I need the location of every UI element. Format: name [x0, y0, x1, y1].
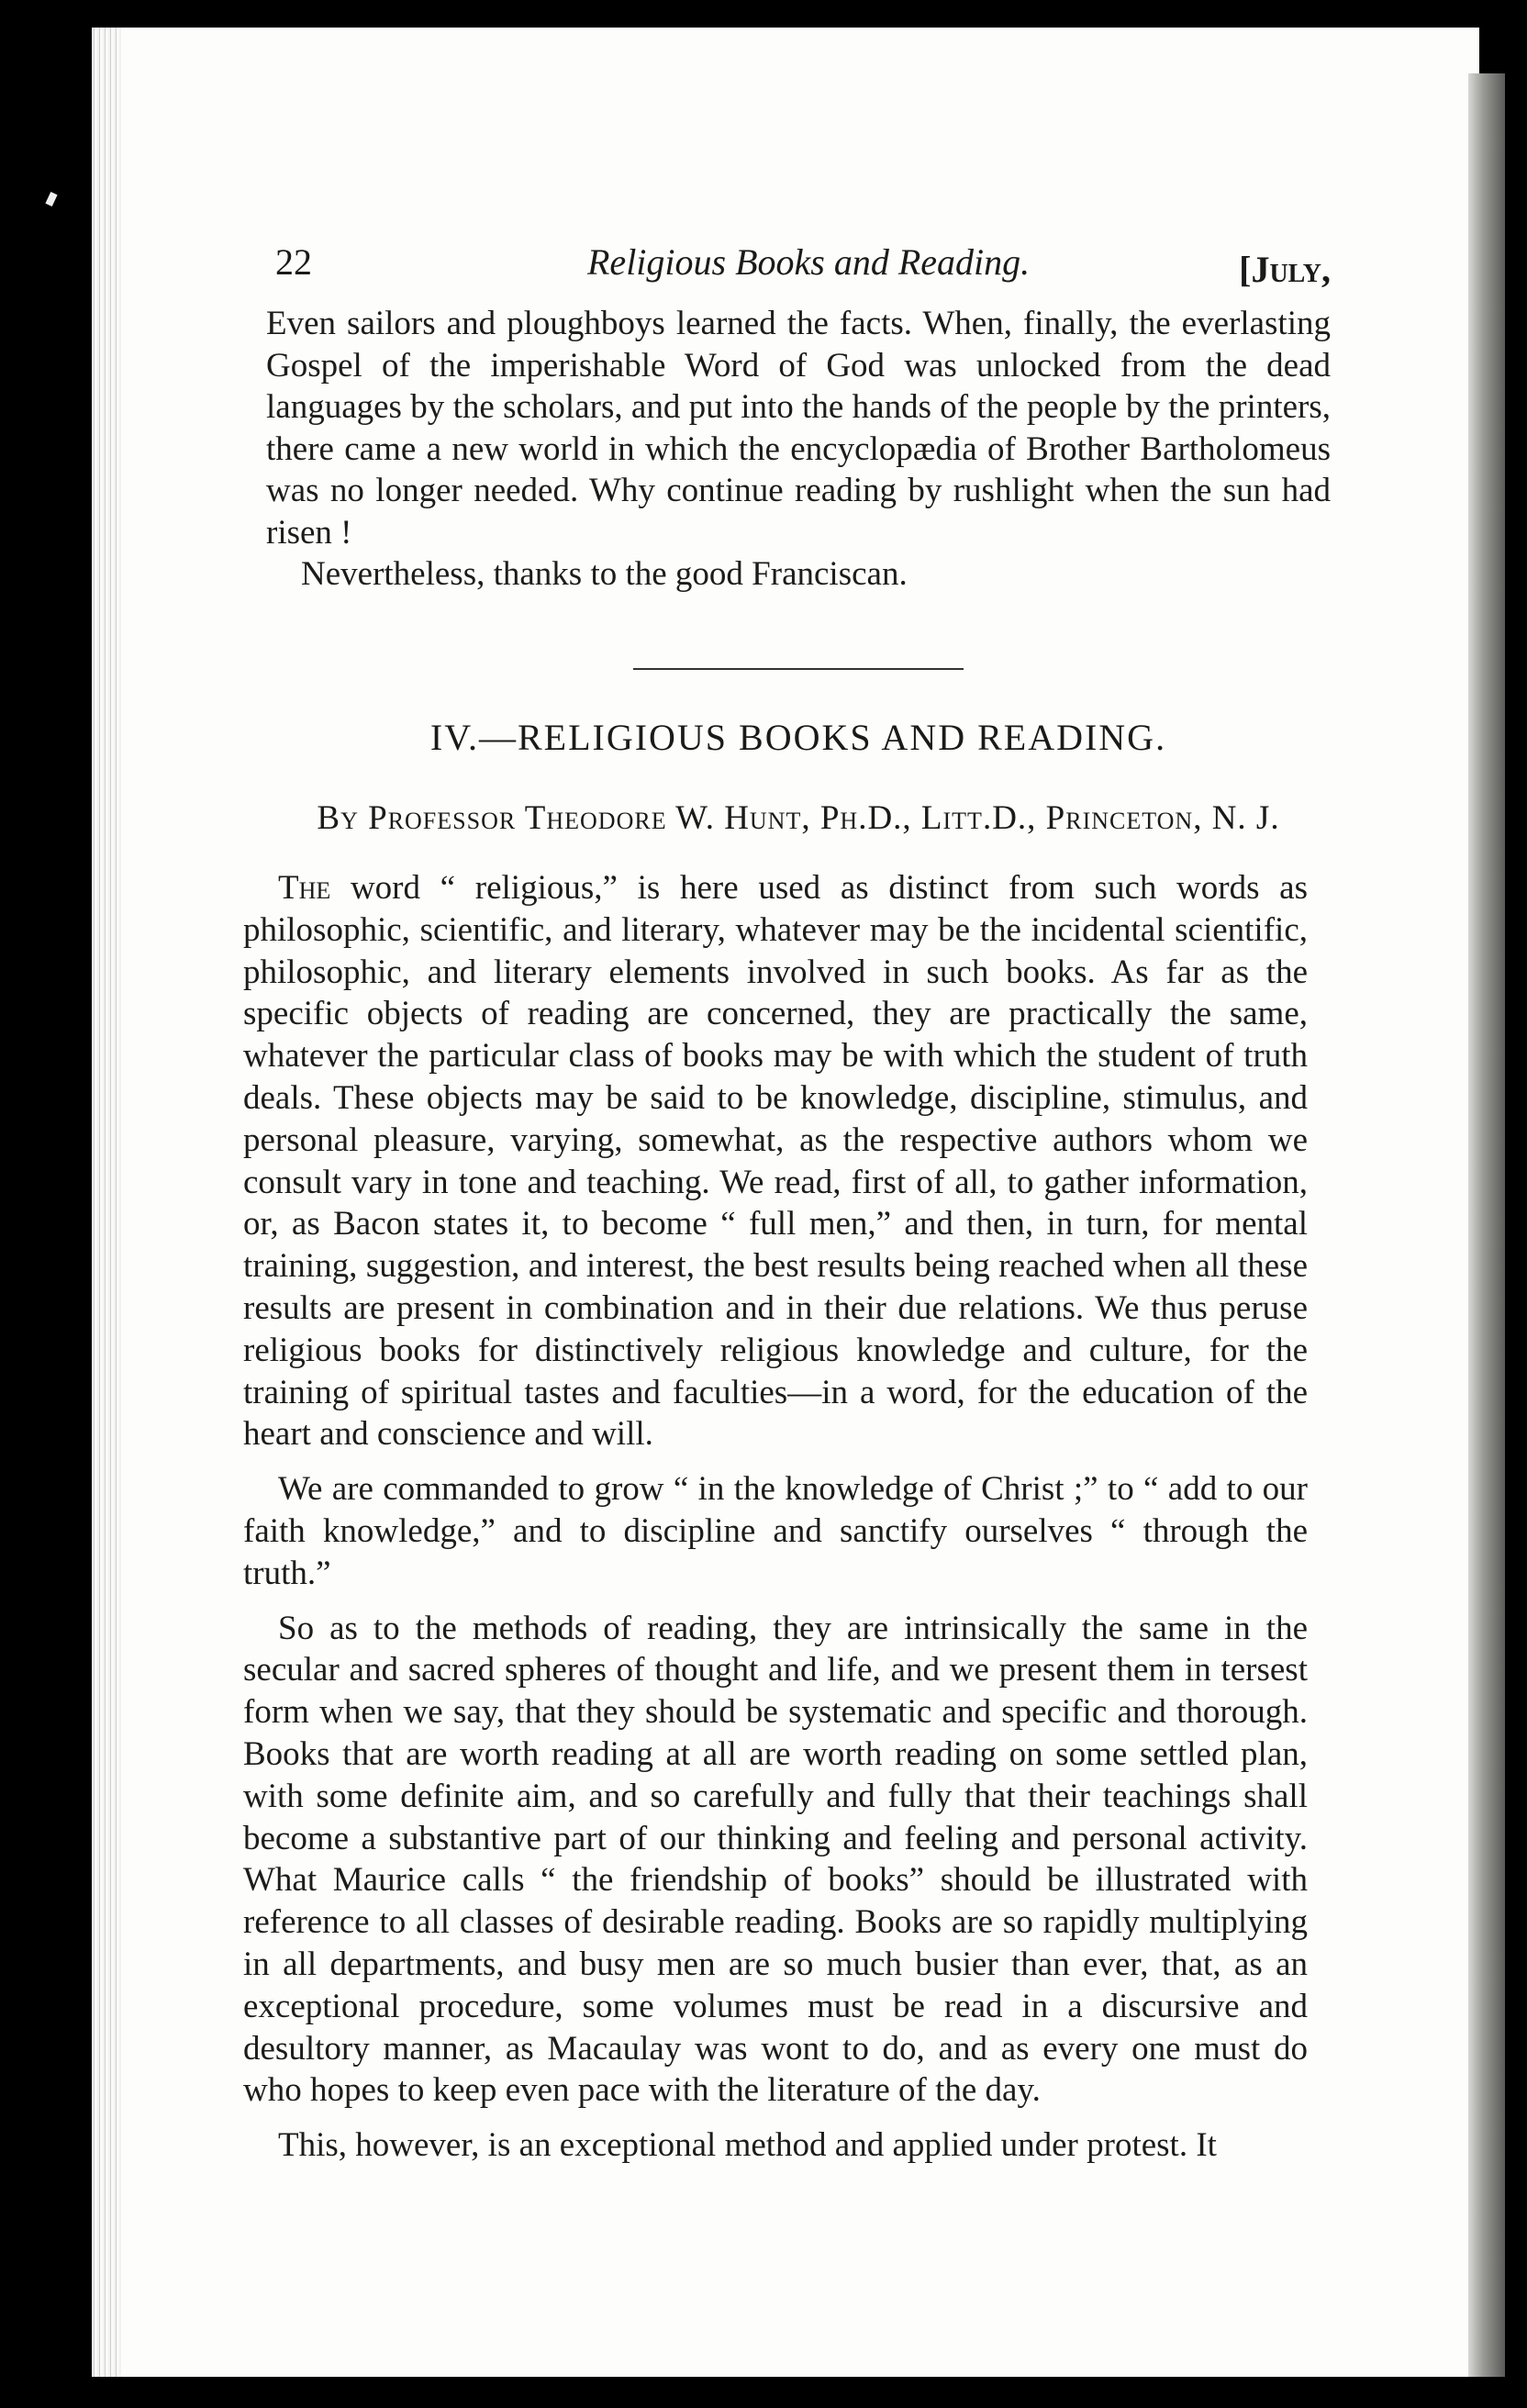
article-paragraph	[243, 867, 1308, 1455]
continuation-text	[266, 303, 1331, 596]
paragraph-lead-word: The	[278, 869, 331, 907]
section-title: IV.—RELIGIOUS BOOKS AND READING.	[429, 717, 1167, 758]
continuation-closing-line: Nevertheless, thanks to the good Franciscan.	[301, 555, 908, 593]
running-title: Religious Books and Reading.	[587, 241, 1031, 283]
scan-speck	[45, 192, 57, 206]
article-paragraph: So as to the methods of reading, they are intrinsically the same in the secular and sacred spheres of thought and life, and we present them in tersest form when we say, that they should be systematic and specific and thorough. Books that are worth reading at all are worth reading on some settled plan, with some definite aim, and so carefully and fully that their teachings shall become a substantive part of our thinking and feeling and personal activity. What Maurice calls “ the friendship of books” should be illustrated with reference to all classes of desirable reading. Books are so rapidly multiplying in all departments, and busy men are so much busier than ever, that, as an exceptional procedure, some volumes must be read in a discursive and desultory manner, as Macaulay was wont to do, and as every one must do who hopes to keep even pace with the literature of the day.	[243, 1609, 1308, 2110]
page-number: 22	[275, 241, 312, 283]
article-body	[243, 867, 1308, 2167]
paragraph-text: word “ religious,” is here used as distinct from such words as philosophic, scientific, and literary, whatever may be the incidental scientific, philosophic, and literary elements involved in such books. As far as the specific objects of reading are concerned, they are practically the same, whatever the particular class of books may be with which the student of truth deals. These objects may be said to be knowledge, discipline, stimulus, and personal pleasure, varying, somewhat, as the respective authors whom we consult vary in tone and teaching. We read, first of all, to gather information, or, as Bacon states it, to become “ full men,” and then, in turn, for mental training, suggestion, and interest, the best results being reached when all these results are present in combination and in their due relations. We thus peruse religious books for distinctively religious knowledge and culture, for the training of spiritual tastes and faculties—in a word, for the education of the heart and conscience and will.	[243, 869, 1308, 1454]
article-paragraph: This, however, is an exceptional method and applied under protest. It	[278, 2126, 1217, 2165]
running-date: [July,	[1239, 249, 1331, 290]
article-paragraph: We are commanded to grow “ in the knowledge of Christ ;” to “ add to our faith knowledge,” and to discipline and sanctify ourselves “ through the truth.”	[243, 1470, 1308, 1592]
author-byline: By Professor Theodore W. Hunt, Ph.D., Litt.D., Princeton, N. J.	[317, 799, 1280, 837]
section-divider-rule	[633, 668, 964, 670]
page-stack-edge-left	[92, 28, 121, 2377]
continuation-paragraph: Even sailors and ploughboys learned the facts. When, finally, the everlasting Gospel of the imperishable Word of God was unlocked from the dead languages by the scholars, and put into the hands of the people by the printers, there came a new world in which the encyclopædia of Brother Bartholomeus was no longer needed. Why continue reading by rushlight when the sun had risen !	[266, 305, 1331, 552]
page-gutter-shadow	[1468, 73, 1505, 2377]
running-header	[275, 240, 1331, 295]
